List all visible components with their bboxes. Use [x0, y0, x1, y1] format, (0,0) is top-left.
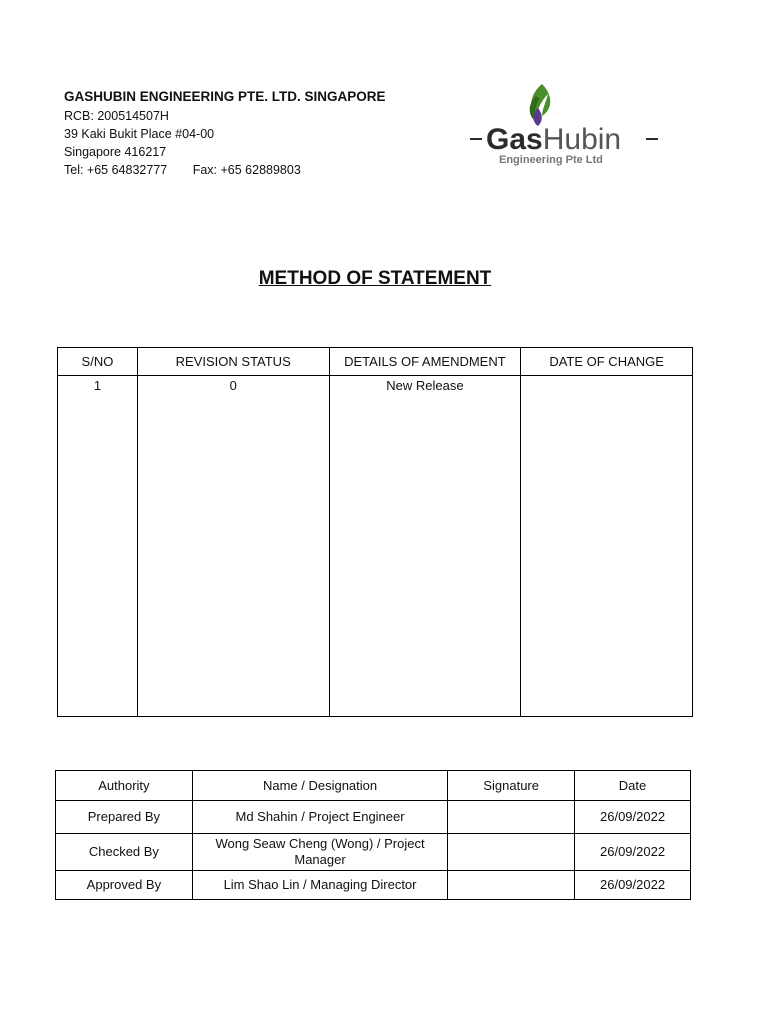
company-fax: Fax: +65 62889803 [192, 163, 301, 177]
header-date-of-change: DATE OF CHANGE [521, 348, 693, 376]
header-authority: Authority [56, 771, 193, 801]
authority-table-header [56, 771, 691, 801]
revision-table [57, 347, 693, 717]
header-name-designation: Name / Designation [192, 771, 447, 801]
logo-tagline: Engineering Pte Ltd [499, 154, 603, 166]
authority-role: Prepared By [56, 801, 193, 834]
revision-date [521, 376, 693, 717]
authority-name: Md Shahin / Project Engineer [192, 801, 447, 834]
revision-details: New Release [329, 376, 521, 717]
logo-hubin-text: Hubin [542, 123, 622, 156]
authority-date: 26/09/2022 [575, 801, 691, 834]
document-title: METHOD OF STATEMENT [258, 268, 492, 289]
revision-status: 0 [137, 376, 329, 717]
company-address-line2: Singapore 416217 [64, 145, 167, 159]
company-name: GASHUBIN ENGINEERING PTE. LTD. SINGAPORE [64, 89, 386, 104]
revision-table-header [58, 348, 693, 376]
authority-date: 26/09/2022 [575, 871, 691, 900]
company-contact [64, 161, 386, 179]
header-date: Date [575, 771, 691, 801]
table-row [56, 801, 691, 834]
authority-signature [448, 871, 575, 900]
table-row [56, 834, 691, 871]
header-signature: Signature [448, 771, 575, 801]
authority-signature [448, 834, 575, 871]
revision-sno: 1 [58, 376, 138, 717]
authority-role: Approved By [56, 871, 193, 900]
svg-text:GasHubin [486, 123, 621, 156]
company-address-line1: 39 Kaki Bukit Place #04-00 [64, 127, 215, 141]
company-tel: Tel: +65 64832777 [64, 163, 168, 177]
table-row [56, 871, 691, 900]
table-row [58, 376, 693, 717]
company-rcb: RCB: 200514507H [64, 109, 169, 123]
company-header [64, 88, 386, 179]
authority-role: Checked By [56, 834, 193, 871]
header-details-of-amendment: DETAILS OF AMENDMENT [329, 348, 521, 376]
gashubin-logo [466, 82, 662, 172]
authority-name: Wong Seaw Cheng (Wong) / Project Manager [192, 834, 447, 871]
authority-date: 26/09/2022 [575, 834, 691, 871]
authority-table [55, 770, 691, 900]
header-sno: S/NO [58, 348, 138, 376]
authority-name: Lim Shao Lin / Managing Director [192, 871, 447, 900]
flame-leaf-icon [530, 84, 551, 126]
header-revision-status: REVISION STATUS [137, 348, 329, 376]
logo-gas-text: Gas [486, 123, 543, 156]
authority-signature [448, 801, 575, 834]
